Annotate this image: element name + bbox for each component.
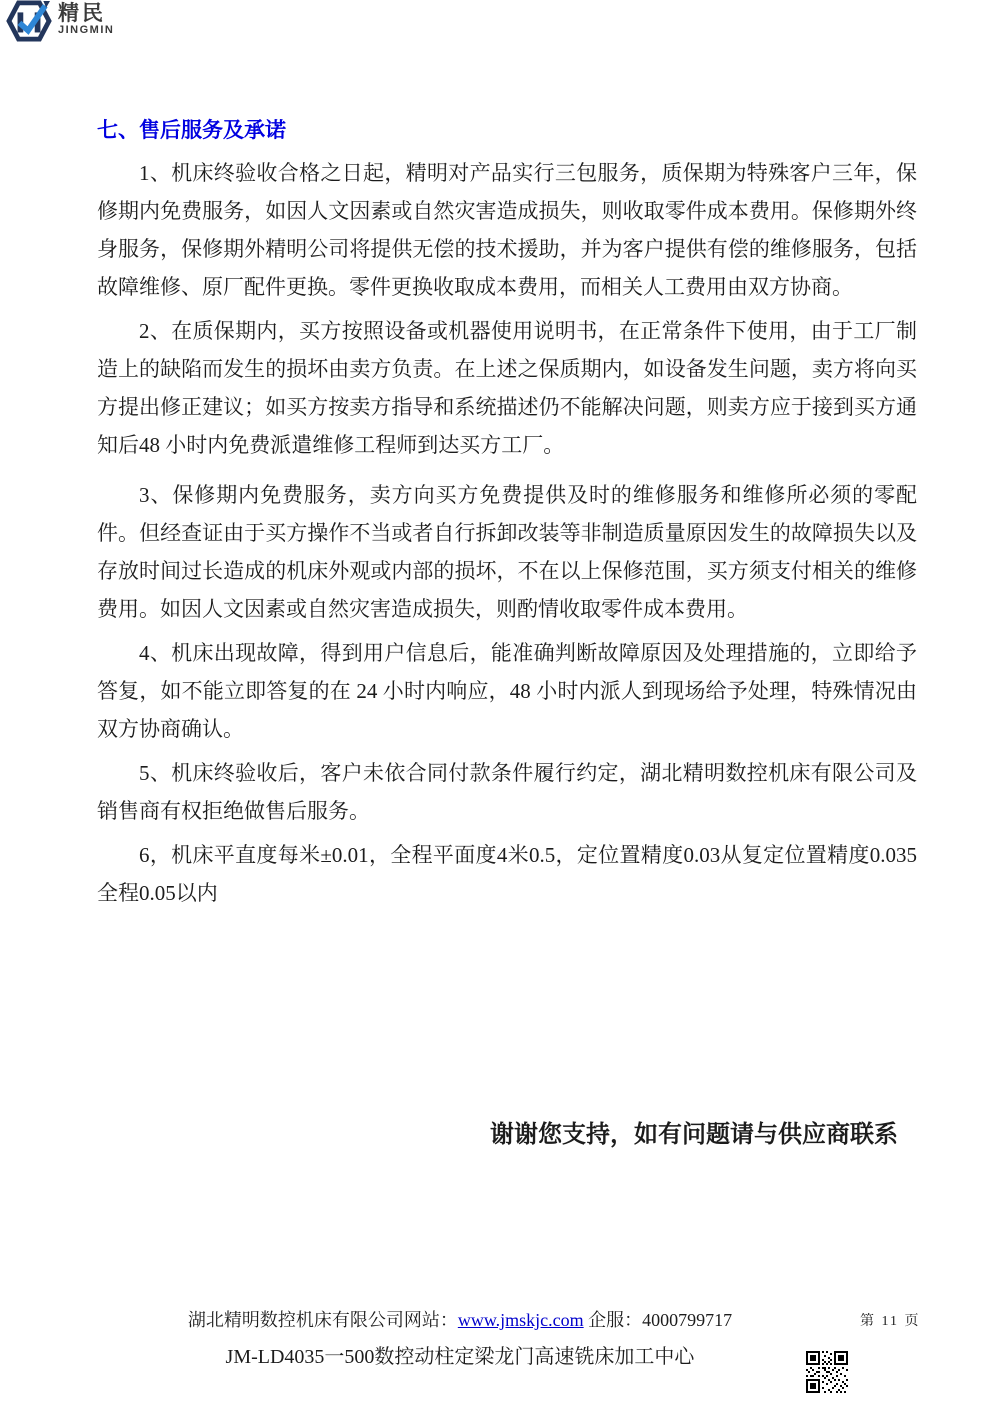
paragraph-5: 5、机床终验收后，客户未依合同付款条件履行约定，湖北精明数控机床有限公司及销售商有权拒绝做售后服务。	[97, 761, 917, 823]
qr-code	[806, 1349, 848, 1395]
document-body	[97, 116, 917, 918]
footer-product-line: JM-LD4035一500数控动柱定梁龙门高速铣床加工中心	[225, 1346, 695, 1368]
page-number: 第 11 页	[860, 1314, 921, 1329]
paragraph-1: 1、机床终验收合格之日起，精明对产品实行三包服务，质保期为特殊客户三年，保修期内免费服务，如因人文因素或自然灾害造成损失，则收取零件成本费用。保修期外终身服务，保修期外精明公司将提供无偿的技术援助，并为客户提供有偿的维修服务，包括故障维修、原厂配件更换。零件更换收取成本费用，而相关人工费用由双方协商。	[97, 161, 917, 299]
paragraph-3: 3、保修期内免费服务，卖方向买方免费提供及时的维修服务和维修所必须的零配件。但经查证由于买方操作不当或者自行拆卸改装等非制造质量原因发生的故障损失以及存放时间过长造成的机床外观或内部的损坏，不在以上保修范围，买方须支付相关的维修费用。如因人文因素或自然灾害造成损失，则酌情收取零件成本费用。	[97, 483, 917, 621]
footer-service-label: 企服：4000799717	[588, 1310, 733, 1330]
footer-site-label: 湖北精明数控机床有限公司网站：	[187, 1310, 458, 1330]
paragraph-4: 4、机床出现故障，得到用户信息后，能准确判断故障原因及处理措施的，立即给予答复，如不能立即答复的在 24 小时内响应，48 小时内派人到现场给予处理，特殊情况由双方协商确认。	[97, 641, 917, 741]
company-logo	[6, 0, 114, 42]
thanks-note: 谢谢您支持，如有问题请与供应商联系	[490, 1122, 898, 1148]
footer-site-link[interactable]: www.jmskjc.com	[457, 1310, 584, 1330]
paragraph-2: 2、在质保期内，买方按照设备或机器使用说明书，在正常条件下使用，由于工厂制造上的缺陷而发生的损坏由卖方负责。在上述之保质期内，如设备发生问题，卖方将向买方提出修正建议；如买方按卖方指导和系统描述仍不能解决问题，则卖方应于接到买方通知后48 小时内免费派遣维修工程师到达买方工厂。	[97, 319, 917, 457]
section-heading: 七、售后服务及承诺	[97, 119, 286, 142]
logo-hexagon-icon	[6, 0, 52, 42]
logo-text	[58, 0, 114, 36]
logo-brand-en: JINGMIN	[58, 24, 115, 36]
footer-company-line	[0, 1306, 920, 1332]
logo-brand-cn: 精民	[58, 2, 106, 25]
paragraph-6: 6，机床平直度每米±0.01，全程平面度4米0.5，定位置精度0.03从复定位置精度0.035全程0.05以内	[97, 843, 917, 905]
